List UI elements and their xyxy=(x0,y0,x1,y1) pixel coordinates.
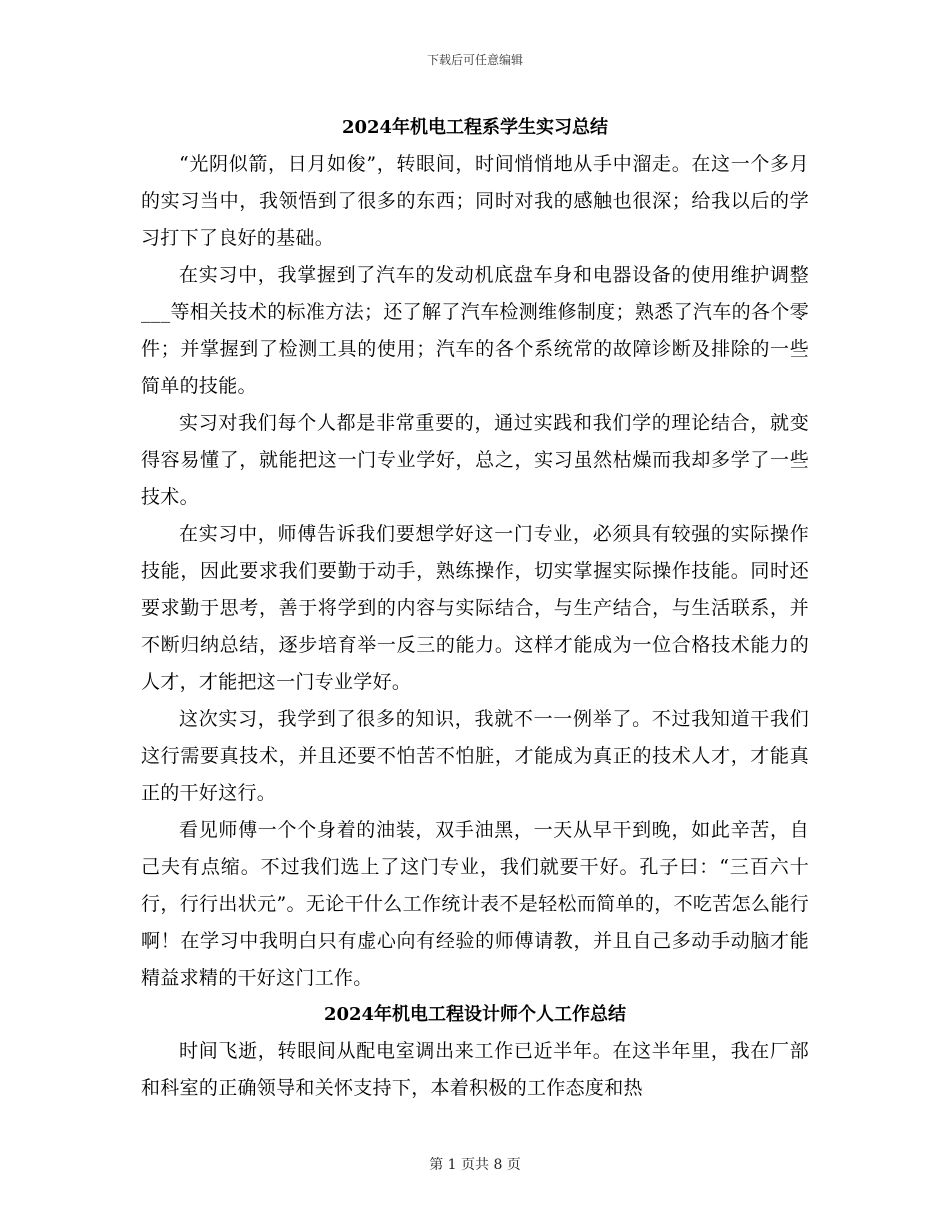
paragraph: 这次实习，我学到了很多的知识，我就不一一例举了。不过我知道干我们这行需要真技术，并且还要不怕苦不怕脏，才能成为真正的技术人才，才能真正的干好这行。 xyxy=(141,708,809,804)
page-number: 第 1 页共 8 页 xyxy=(429,1157,521,1173)
document-body xyxy=(141,110,809,1107)
paragraph: 看见师傅一个个身着的油装，双手油黑，一天从早干到晚，如此辛苦，自己夫有点缩。不过我们选上了这门专业，我们就要干好。孔子曰：“三百六十行，行行出状元”。无论干什么工作统计表不是轻松而简单的，不吃苦怎么能行啊！在学习中我明白只有虚心向有经验的师傅请教，并且自己多动手动脑才能精益求精的干好这门工作。 xyxy=(141,819,809,989)
paragraph: 时间飞逝，转眼间从配电室调出来工作已近半年。在这半年里，我在厂部和科室的正确领导和关怀支持下，本着积极的工作态度和热 xyxy=(141,1040,809,1099)
paragraph: 在实习中，师傅告诉我们要想学好这一门专业，必须具有较强的实际操作技能，因此要求我们要勤于动手，熟练操作，切实掌握实际操作技能。同时还要求勤于思考，善于将学到的内容与实际结合，与生产结合，与生活联系，并不断归纳总结，逐步培育举一反三的能力。这样才能成为一位合格技术能力的人才，才能把这一门专业学好。 xyxy=(141,523,809,693)
section-title: 2024年机电工程设计师个人工作总结 xyxy=(323,1004,627,1025)
paragraph: “光阴似箭，日月如俊”，转眼间，时间悄悄地从手中溜走。在这一个多月的实习当中，我领悟到了很多的东西；同时对我的感触也很深；给我以后的学习打下了良好的基础。 xyxy=(141,153,809,249)
page-header: 下载后可任意编辑 xyxy=(426,53,523,67)
paragraph: 在实习中，我掌握到了汽车的发动机底盘车身和电器设备的使用维护调整___等相关技术的标准方法；还了解了汽车检测维修制度；熟悉了汽车的各个零件；并掌握到了检测工具的使用；汽车的各个系统常的故障诊断及排除的一些简单的技能。 xyxy=(141,264,809,397)
paragraph: 实习对我们每个人都是非常重要的，通过实践和我们学的理论结合，就变得容易懂了，就能把这一门专业学好，总之，实习虽然枯燥而我却多学了一些技术。 xyxy=(141,412,809,508)
document-title: 2024年机电工程系学生实习总结 xyxy=(341,117,609,138)
